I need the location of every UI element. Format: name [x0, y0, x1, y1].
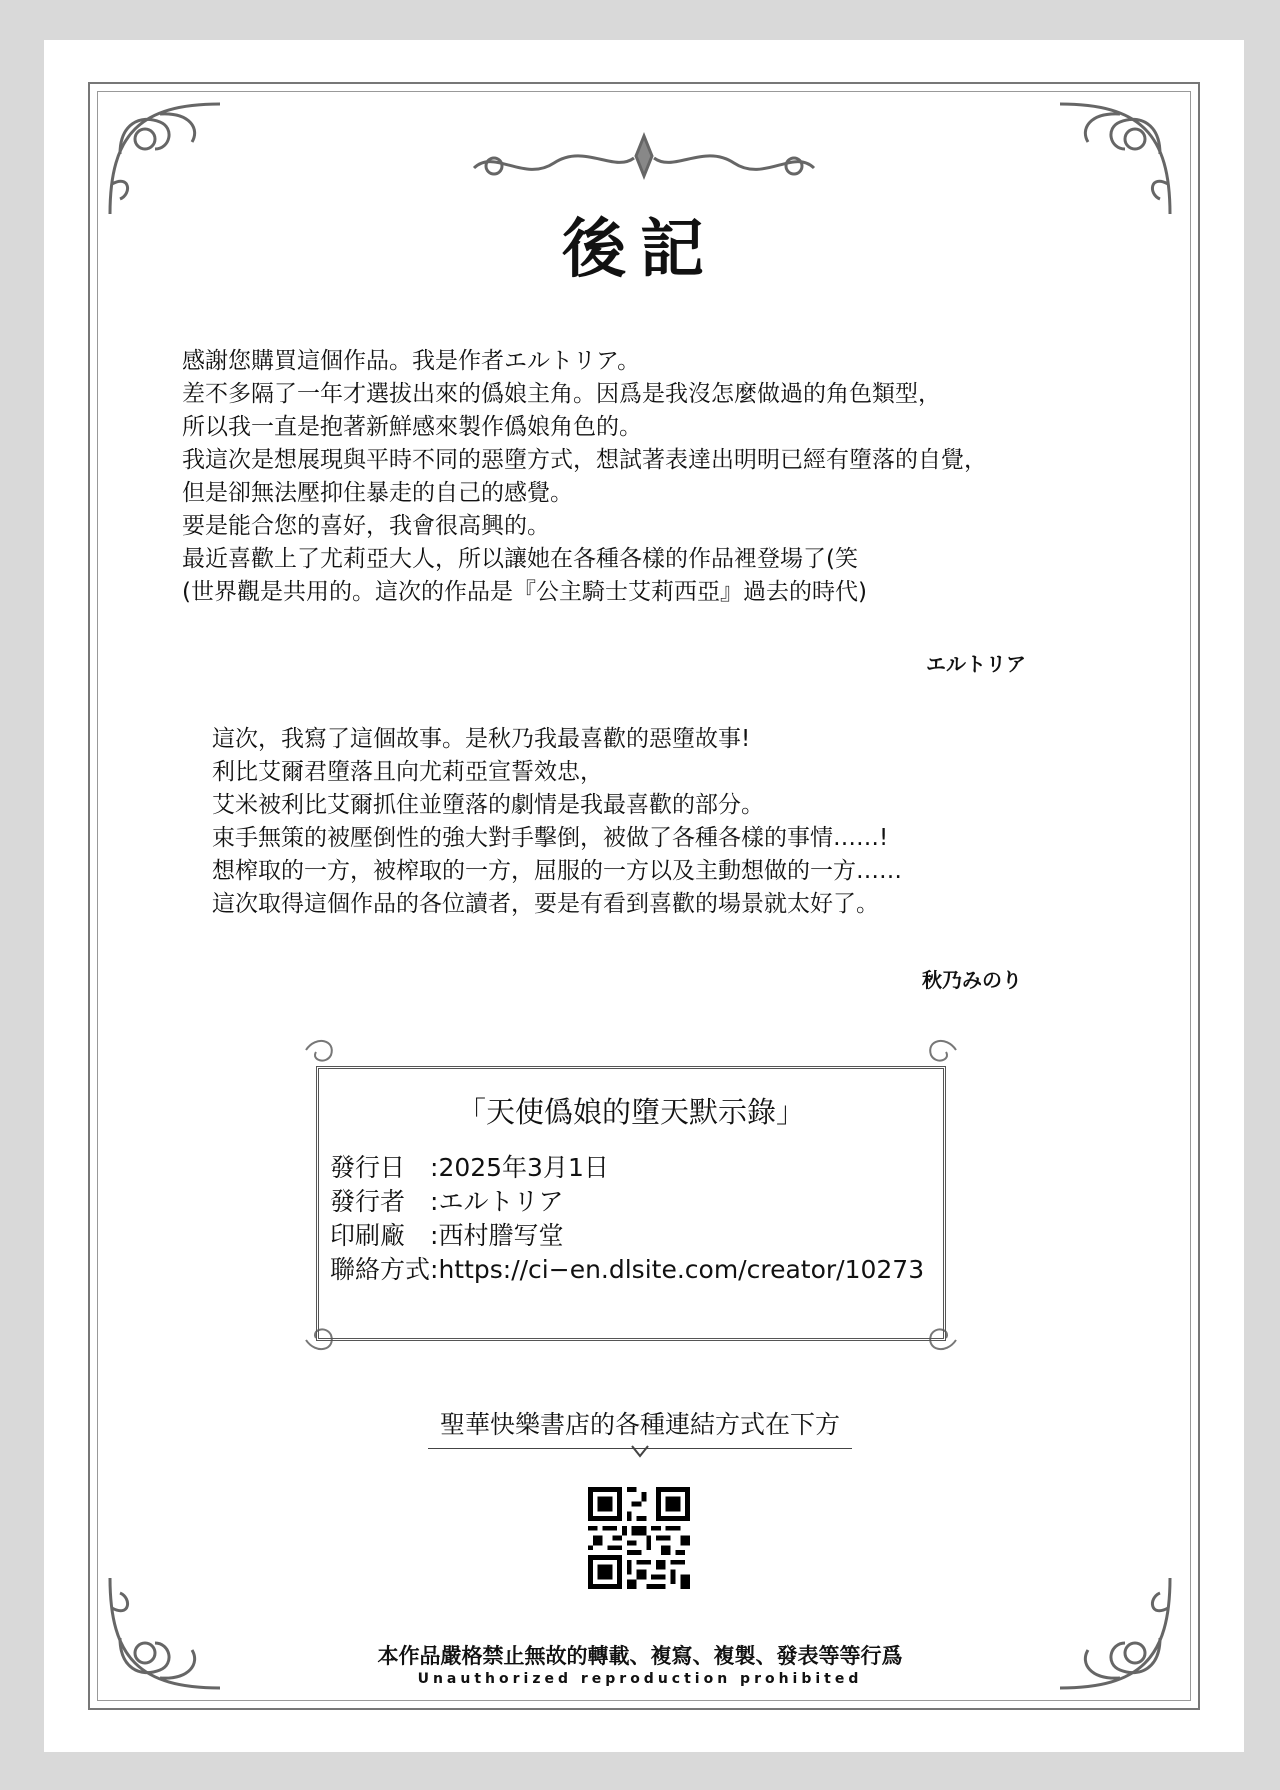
colophon-value: :2025年3月1日 — [430, 1153, 609, 1182]
illustrator-note — [212, 723, 902, 921]
colophon-label: 發行日 — [330, 1153, 431, 1182]
author-note-line: 差不多隔了一年才選拔出來的僞娘主角。因爲是我沒怎麼做過的角色類型， — [182, 381, 941, 407]
colophon-value: :エルトリア — [430, 1187, 564, 1216]
author-note-line: 感謝您購買這個作品。我是作者エルトリア。 — [182, 348, 641, 374]
illustrator-note-line: 這次取得這個作品的各位讀者，要是有看到喜歡的場景就太好了。 — [212, 891, 879, 917]
author-note — [182, 345, 987, 609]
store-links-text: 聖華快樂書店的各種連結方式在下方 — [439, 1410, 840, 1439]
colophon-label: 發行者 — [330, 1187, 431, 1216]
title-ornament — [464, 128, 824, 188]
author-signature: エルトリア — [926, 652, 1026, 676]
colophon-row — [330, 1250, 924, 1286]
copyright-notice-english: Unauthorized reproduction prohibited — [417, 1671, 863, 1687]
page-title: 後記 — [562, 212, 718, 287]
colophon-row — [330, 1148, 609, 1184]
colophon-row — [330, 1182, 563, 1218]
colophon-row — [330, 1216, 563, 1252]
author-note-line: (世界觀是共用的。這次的作品是『公主騎士艾莉西亞』過去的時代) — [182, 579, 867, 605]
author-note-line: 我這次是想展現與平時不同的惡墮方式，想試著表達出明明已經有墮落的自覺， — [182, 447, 987, 473]
author-note-line: 要是能合您的喜好，我會很高興的。 — [182, 513, 550, 539]
qr-code[interactable] — [588, 1487, 690, 1589]
colophon-value: :https://ci−en.dlsite.com/creator/10273 — [430, 1255, 925, 1284]
author-note-line: 最近喜歡上了尤莉亞大人，所以讓她在各種各樣的作品裡登場了(笑 — [182, 546, 858, 572]
illustrator-note-line: 這次，我寫了這個故事。是秋乃我最喜歡的惡墮故事! — [212, 726, 751, 752]
colophon-label: 聯絡方式 — [330, 1255, 431, 1284]
colophon-value: :西村謄写堂 — [430, 1221, 564, 1250]
illustrator-note-line: 艾米被利比艾爾抓住並墮落的劇情是我最喜歡的部分。 — [212, 792, 764, 818]
illustrator-signature: 秋乃みのり — [922, 968, 1022, 992]
illustrator-note-line: 想榨取的一方，被榨取的一方，屈服的一方以及主動想做的一方…… — [212, 858, 902, 884]
author-note-line: 所以我一直是抱著新鮮感來製作僞娘角色的。 — [182, 414, 642, 440]
illustrator-note-line: 束手無策的被壓倒性的強大對手擊倒，被做了各種各樣的事情……! — [212, 825, 889, 851]
chevron-down-icon — [630, 1444, 650, 1458]
book-title: 「天使僞娘的墮天默示錄」 — [456, 1095, 805, 1129]
author-note-line: 但是卻無法壓抑住暴走的自己的感覺。 — [182, 480, 573, 506]
illustrator-note-line: 利比艾爾君墮落且向尤莉亞宣誓效忠， — [212, 759, 603, 785]
copyright-notice: 本作品嚴格禁止無故的轉載、複寫、複製、發表等等行爲 — [377, 1644, 903, 1668]
colophon-label: 印刷廠 — [330, 1221, 431, 1250]
